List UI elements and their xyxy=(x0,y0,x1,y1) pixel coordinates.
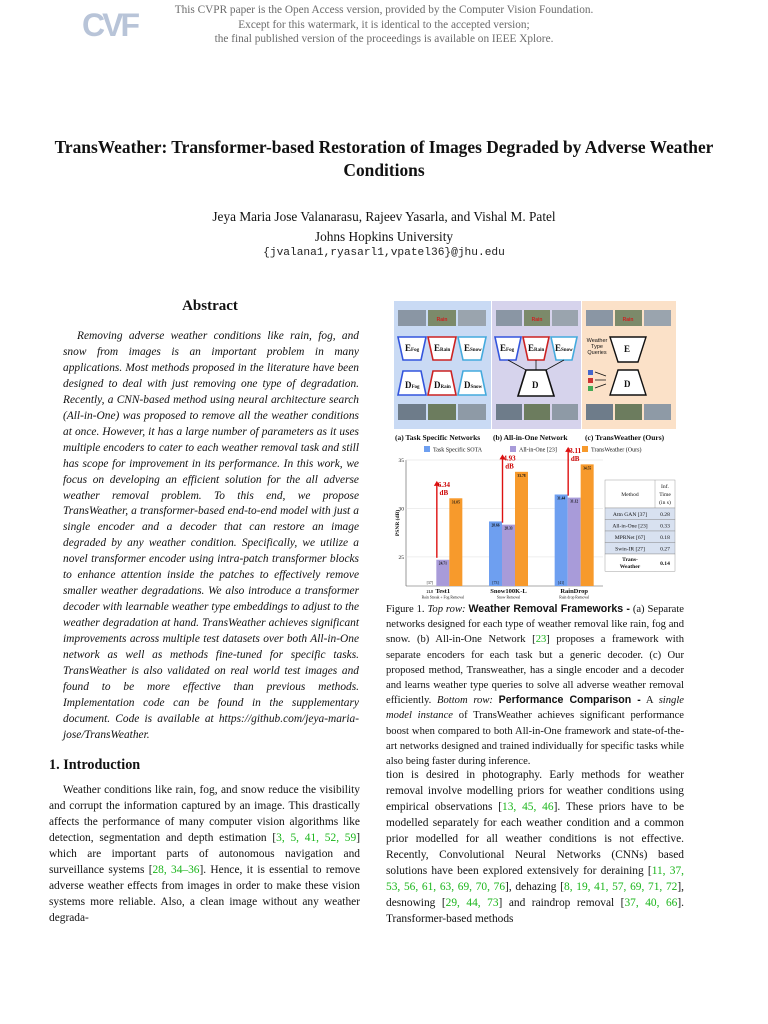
rain-label-c: Rain xyxy=(622,317,634,323)
svg-text:ESnow: ESnow xyxy=(555,343,573,353)
rain-label-b: Rain xyxy=(531,317,543,323)
intro-text-3: ]. Hence, it is essential to remove adverse weather effects from images in order to make these vision systems more reliable. Also, a clean image without any weather degrada- xyxy=(49,863,361,924)
intro-continued xyxy=(386,768,684,928)
svg-text:DSnow: DSnow xyxy=(464,380,483,390)
bar-value-label: 24.71 xyxy=(438,561,447,566)
table-cell-method: Swin-IR [27] xyxy=(615,546,645,553)
col2-text-1: tion is desired in photography. Early methods for weather removal involve modelling priors for weather conditions using empirical observations [ xyxy=(386,769,684,813)
y-tick-label: 30 xyxy=(398,506,404,513)
x-subcategory-label: Snow Removal xyxy=(496,595,521,600)
bar xyxy=(449,498,462,586)
citation[interactable]: 23 xyxy=(535,634,547,646)
table-cell-time: 0.33 xyxy=(660,523,670,530)
gain-label: 6.34 dB xyxy=(437,480,450,497)
gain-label: 3.11 dB xyxy=(569,446,582,463)
panel-label-b: (b) All-in-One Network xyxy=(493,433,568,442)
caption-text-2: ] proposes a framework with separate encoders for each task but a generic decoder. (c) Our proposed method, Transweather, has a single encoder and a decoder and learns weather type queries to solve all adverse weather removal efficiently. xyxy=(386,634,684,707)
legend-label: TransWeather (Ours) xyxy=(591,447,642,454)
decoder-rain xyxy=(428,371,456,395)
table-header-method: Method xyxy=(621,492,639,498)
caption-frameworks: Weather Removal Frameworks - xyxy=(468,603,630,615)
citation[interactable]: 29, 44, 73 xyxy=(445,896,499,909)
table-cell-method: All-in-One [23] xyxy=(612,523,648,530)
cvf-logo xyxy=(80,5,142,41)
bar-value-label: 21.8 xyxy=(426,589,433,594)
bar xyxy=(489,521,502,586)
affiliation: Johns Hopkins University xyxy=(314,229,454,244)
table-cell-time: 0.27 xyxy=(660,546,670,553)
section-heading: 1. Introduction xyxy=(49,757,141,773)
legend-swatch xyxy=(510,446,516,452)
citation[interactable]: 3, 5, 41, 52, 59 xyxy=(276,831,357,844)
svg-text:EFog: EFog xyxy=(405,343,420,353)
caption-text-1: (a) Separate networks designed for each type of weather removal like rain, fog and snow. (b) All-in-One Network [ xyxy=(386,604,684,646)
watermark-line-1: This CVPR paper is the Open Access version, provided by the Computer Vision Foundation. xyxy=(174,4,594,16)
queries-line: Queries xyxy=(587,350,607,356)
svg-text:DRain: DRain xyxy=(434,380,451,390)
bar-ref-label: [37] xyxy=(426,581,433,585)
x-subcategory-label: Rain Streak + Fog Removal xyxy=(421,595,465,600)
panel-label-c: (c) TransWeather (Ours) xyxy=(585,433,665,442)
svg-text:ERain: ERain xyxy=(528,343,545,353)
table-cell-method: Trans-Weather xyxy=(619,557,641,570)
y-tick-label: 25 xyxy=(398,554,404,561)
legend-swatch xyxy=(582,446,588,452)
emails: {jvalana1,ryasarl1,vpatel36}@jhu.edu xyxy=(263,247,505,259)
svg-text:DFog: DFog xyxy=(405,380,420,390)
bar xyxy=(555,495,568,586)
bar-ref-label: [41] xyxy=(558,581,565,585)
table-cell-time: 0.28 xyxy=(660,512,670,518)
bar-value-label: 33.78 xyxy=(517,473,526,478)
bar xyxy=(515,472,528,586)
chart-legend xyxy=(424,446,641,454)
output-images xyxy=(398,404,671,420)
bar xyxy=(568,498,581,586)
bar-value-label: 28.66 xyxy=(491,523,500,528)
x-tick-label: Snow100K-L xyxy=(490,588,527,595)
caption-text-3: A xyxy=(640,695,659,707)
citation[interactable]: 37, 40, 66 xyxy=(624,896,678,909)
col2-text-4: ], desnowing [ xyxy=(386,880,684,909)
svg-text:ERain: ERain xyxy=(434,343,451,353)
figure-label: Figure 1. xyxy=(386,604,425,615)
caption-top-row: Top row: xyxy=(427,604,466,615)
author-block xyxy=(0,207,768,247)
figure-caption xyxy=(386,602,684,769)
psnr-bar-chart xyxy=(394,447,603,600)
y-tick-label: 35 xyxy=(398,458,404,464)
bar-value-label: 31.05 xyxy=(451,500,460,505)
paper-title: TransWeather: Transformer-based Restoration of Images Degraded by Adverse Weather Conditions xyxy=(54,137,714,180)
table-cell-method: MPRNet [67] xyxy=(614,535,646,541)
bar-value-label: 34.55 xyxy=(583,466,592,471)
panel-label-a: (a) Task Specific Networks xyxy=(395,433,481,442)
svg-text:ESnow: ESnow xyxy=(464,343,482,353)
table-cell-time: 0.14 xyxy=(660,561,670,567)
svg-text:D: D xyxy=(532,380,539,390)
legend-label: All-in-One [23] xyxy=(519,447,557,454)
x-tick-label: RainDrop xyxy=(560,588,589,595)
queries-line: Weather xyxy=(586,338,608,344)
decoder-fog xyxy=(398,371,426,395)
col2-text-2: ]. These priors have to be modelled separately for each weather condition and a common prior modelled for all weather conditions is not effective. Recently, Convolutional Neural Networks (CNNs) based solutions have been explored extensively for deraining [ xyxy=(386,800,685,877)
abstract-text: Removing adverse weather conditions like rain, fog, and snow from images is an important problem in many applications. Most methods proposed in the literature have been designed to deal with just removing one type of degradation. Recently, a CNN-based method using neural architecture search (All-in-One) was proposed to remove all the weather conditions at once. However, it has a large number of parameters as it uses multiple encoders to cater to each weather removal task and still has scope for improvement in its performance. In this work, we focus on developing an efficient solution for the all adverse weather removal problem. To this end, we propose TransWeather, a transformer-based end-to-end model with just a single encoder and a decoder that can restore an image degraded by any weather condition. Specifically, we utilize a novel transformer encoder using intra-patch transformer blocks to enhance attention inside the patches to effectively remove smaller weather degradations. We also introduce a transformer decoder with learnable weather type embeddings to adjust to the weather degradation at hand. TransWeather achieves significant improvements across multiple test datasets over both All-in-One network as well as methods fine-tuned for specific tasks. TransWeather is also validated on real world test images and found to be more effective than previous methods. Implementation code can be found in the supplementary document. Code is available at https://github.com/jeya-maria-jose/TransWeather. xyxy=(63,330,359,741)
authors: Jeya Maria Jose Valanarasu, Rajeev Yasarla, and Vishal M. Patel xyxy=(212,209,556,224)
legend-label: Task Specific SOTA xyxy=(433,447,483,454)
caption-bottom-row: Bottom row: xyxy=(437,695,493,707)
intro-text-1: Weather conditions like rain, fog, and snow reduce the visibility and corrupt the information captured by an image. This drastically affects the performance of many computer vision algorithms like detection, segmentation and depth estimation [ xyxy=(49,784,360,844)
watermark-line-3: the final published version of the proceedings is available on IEEE Xplore. xyxy=(214,33,554,45)
figure-1 xyxy=(392,300,684,600)
citation[interactable]: 13, 45, 46 xyxy=(502,800,554,813)
table-header-time: Inf. Time (in s) xyxy=(659,484,671,506)
abstract-heading: Abstract xyxy=(182,298,238,314)
svg-text:E: E xyxy=(624,344,631,354)
col2-text-3: ], dehazing [ xyxy=(505,880,564,893)
citation[interactable]: 11, 37, 53, 56, 61, 63, 69, 70, 76 xyxy=(386,864,684,893)
rain-label-a: Rain xyxy=(436,317,448,323)
cvf-logo-text: CVF xyxy=(82,7,137,41)
bar-value-label: 31.44 xyxy=(557,496,566,501)
gain-label: 4.93 dB xyxy=(503,454,516,471)
bar-value-label: 31.12 xyxy=(570,499,579,504)
table-cell-time: 0.18 xyxy=(660,535,670,541)
queries-line: Type xyxy=(591,344,603,350)
bar xyxy=(502,525,515,586)
x-tick-label: Test1 xyxy=(435,588,451,595)
citation[interactable]: 28, 34–36 xyxy=(152,863,200,876)
bar-value-label: 28.33 xyxy=(504,526,513,531)
intro-paragraph xyxy=(49,783,360,927)
col2-text-6: ]. Transformer-based methods xyxy=(386,896,685,925)
caption-text-4: of TransWeather achieves significant performance boost when compared to both All-in-One framework and state-of-the-art networks designed and trained individually for specific tasks while also being faster during inference. xyxy=(386,710,685,768)
bar xyxy=(581,464,594,586)
inference-time-table xyxy=(605,480,675,571)
x-subcategory-label: Rain drop Removal xyxy=(559,595,590,600)
legend-swatch xyxy=(424,446,430,452)
y-axis-label: PSNR (dB) xyxy=(395,509,401,537)
intro-text-2: ] which are important parts of autonomous navigation and surveillance systems [ xyxy=(49,831,360,876)
bar-ref-label: [73] xyxy=(492,581,499,585)
decoder-snow xyxy=(458,371,486,395)
svg-text:D: D xyxy=(624,379,631,389)
caption-performance: Performance Comparison - xyxy=(498,694,641,707)
col2-text-5: ] and raindrop removal [ xyxy=(498,896,625,909)
caption-single-model: single model instance xyxy=(386,695,684,722)
watermark-line-2: Except for this watermark, it is identical to the accepted version; xyxy=(238,18,530,31)
citation[interactable]: 8, 19, 41, 57, 69, 71, 72 xyxy=(564,880,678,893)
table-cell-method: Attn GAN [37] xyxy=(612,512,648,518)
svg-text:EFog: EFog xyxy=(500,343,515,353)
